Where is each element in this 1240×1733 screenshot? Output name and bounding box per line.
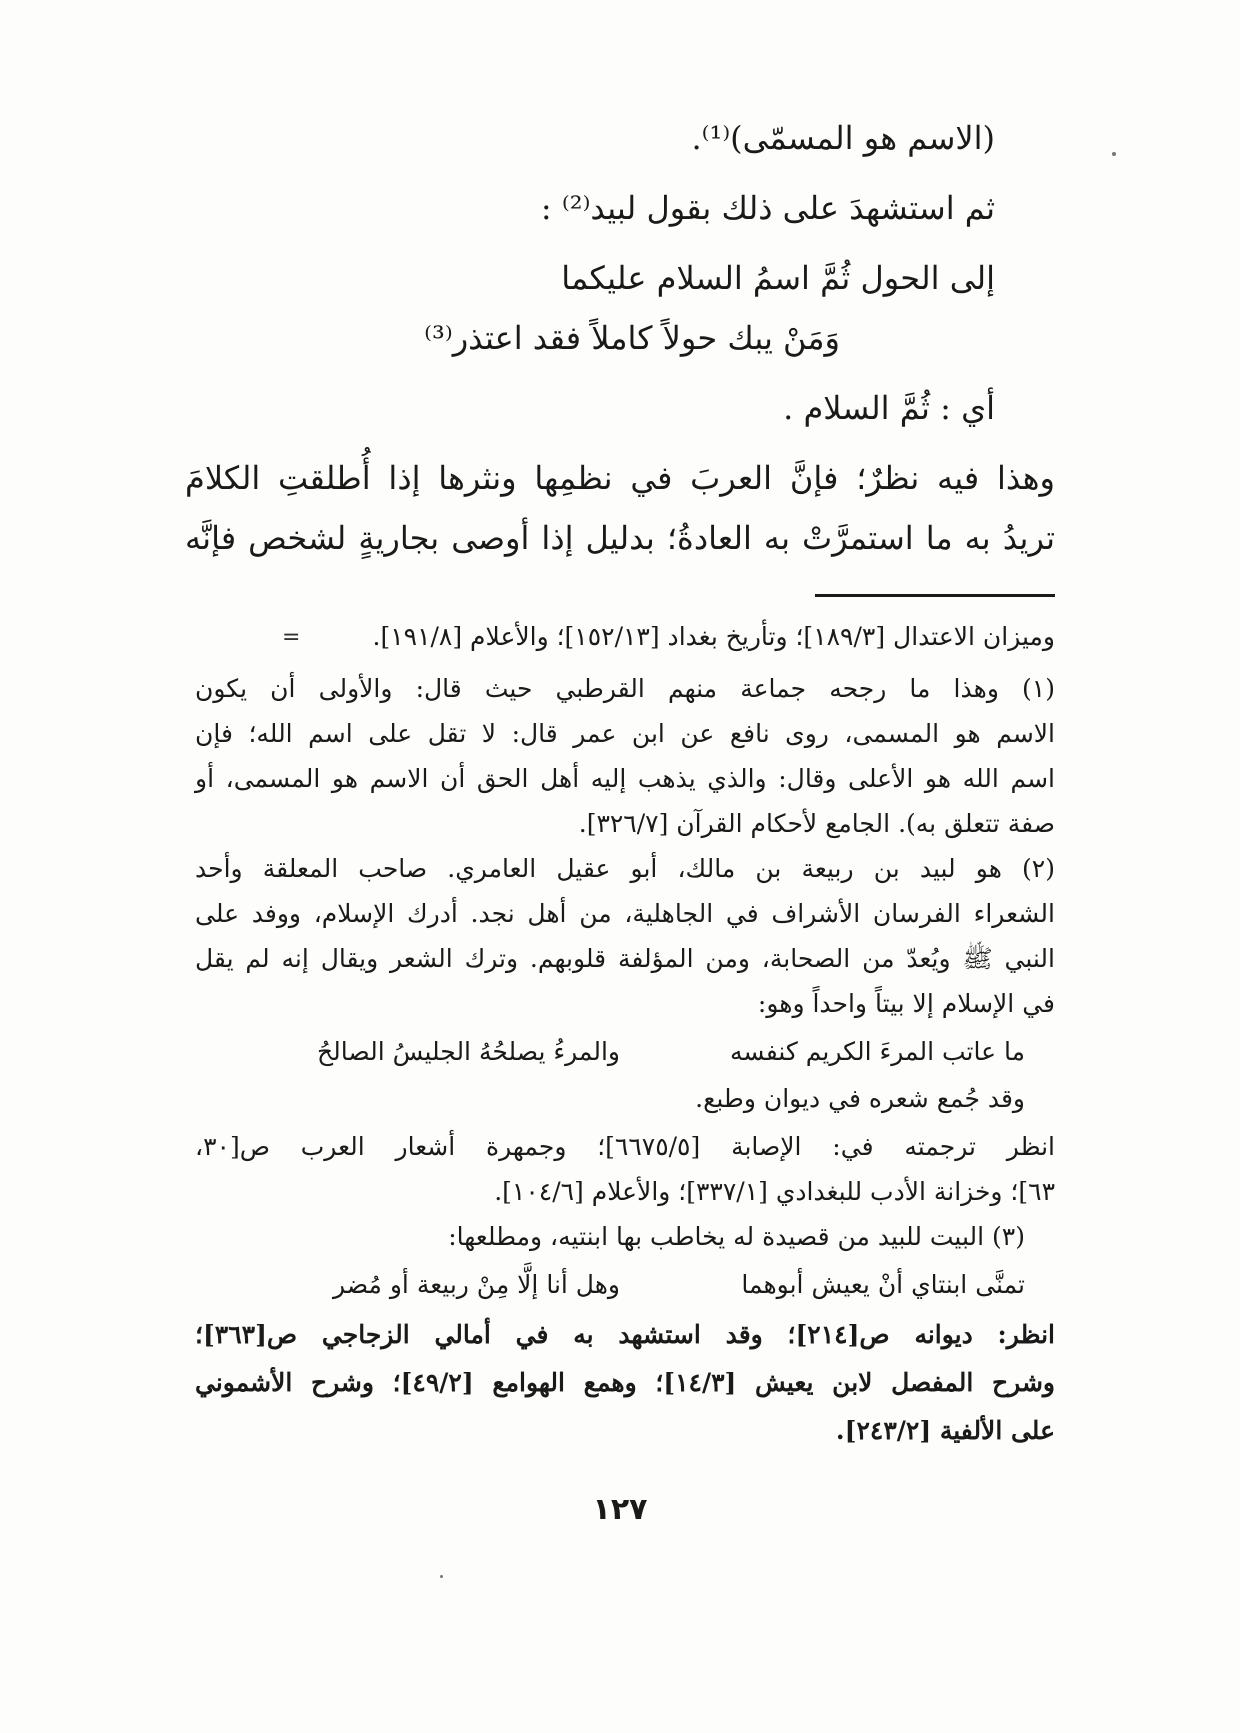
footnote-1-line-1: (١) وهذا ما رجحه جماعة منهم القرطبي حيث قال: والأولى أن يكون	[195, 674, 1055, 703]
body-line-1: (الاسم هو المسمّى)⁽¹⁾.	[691, 119, 995, 157]
verse-line-2: وَمَنْ يبك حولاً كاملاً فقد اعتذر⁽³⁾	[424, 319, 840, 357]
footnote-continuation: وميزان الاعتدال [١٨٩/٣]؛ وتأريخ بغداد [١٥٢/١٣]؛ والأعلام [١٩١/٨].	[372, 622, 1055, 651]
footnote-2-line-6: انظر ترجمته في: الإصابة [٦٦٧٥/٥]؛ وجمهرة أشعار العرب ص[٣٠،	[195, 1132, 1055, 1161]
footnote-3-line-2: انظر: ديوانه ص[٢١٤]؛ وقد استشهد به في أمالي الزجاجي ص[٣٦٣]؛	[195, 1320, 1055, 1349]
footnote-3-verse-first-half: تمنَّى ابنتاي أنْ يعيش أبوهما	[741, 1270, 1025, 1299]
footnote-3-verse-second-half: وهل أنا إلَّا مِنْ ربيعة أو مُضر	[333, 1270, 620, 1299]
body-paragraph-line-1: وهذا فيه نظرٌ؛ فإنَّ العربَ في نظمِها ونثرها إذا أُطلقتِ الكلامَ	[185, 459, 1056, 497]
footnote-2-line-3: النبي ﷺ ويُعدّ من الصحابة، ومن المؤلفة قلوبهم. وترك الشعر ويقال إنه لم يقل	[195, 944, 1055, 973]
footnote-1-line-2: الاسم هو المسمى، روى نافع عن ابن عمر قال: لا تقل على اسم الله؛ فإن	[195, 719, 1055, 748]
footnote-3-line-1: (٣) البيت للبيد من قصيدة له يخاطب بها ابنتيه، ومطلعها:	[448, 1222, 1025, 1251]
footnote-1-line-3: اسم الله هو الأعلى وقال: والذي يذهب إليه أهل الحق أن الاسم هو المسمى، أو	[195, 764, 1055, 793]
footnote-3-line-4: على الألفية [٢٤٣/٢].	[835, 1416, 1055, 1445]
verse-line-1: إلى الحول ثُمَّ اسمُ السلام عليكما	[561, 259, 995, 297]
footnote-2-verse-second-half: والمرءُ يصلحُهُ الجليسُ الصالحُ	[317, 1037, 620, 1066]
footnote-3-line-3: وشرح المفصل لابن يعيش [١٤/٣]؛ وهمع الهوامع [٤٩/٢]؛ وشرح الأشموني	[195, 1368, 1055, 1397]
footnote-2-verse-first-half: ما عاتب المرءَ الكريم كنفسه	[730, 1037, 1025, 1066]
footnote-2-line-2: الشعراء الفرسان الأشراف في الجاهلية، من أهل نجد. أدرك الإسلام، ووفد على	[195, 899, 1055, 928]
body-line-3: أي : ثُمَّ السلام .	[783, 389, 995, 427]
footnote-1-line-4: صفة تتعلق به). الجامع لأحكام القرآن [٣٢٦/٧].	[578, 809, 1055, 838]
footnote-2-line-7: ٦٣]؛ وخزانة الأدب للبغدادي [٣٣٧/١]؛ والأعلام [١٠٤/٦].	[494, 1177, 1055, 1206]
page-number: ١٢٧	[592, 1492, 648, 1527]
footnote-2-line-4: في الإسلام إلا بيتاً واحداً وهو:	[757, 989, 1055, 1018]
body-line-2: ثم استشهدَ على ذلك بقول لبيد⁽²⁾ :	[540, 189, 995, 227]
continuation-mark: =	[282, 625, 301, 650]
footnote-separator	[815, 594, 1055, 597]
speck	[1112, 152, 1116, 156]
speck	[440, 1575, 443, 1578]
footnote-2-line-1: (٢) هو لبيد بن ربيعة بن مالك، أبو عقيل العامري. صاحب المعلقة وأحد	[195, 854, 1055, 883]
body-paragraph-line-2: تريدُ به ما استمرَّتْ به العادةُ؛ بدليل إذا أوصى بجاريةٍ لشخص فإنَّه	[185, 519, 1055, 557]
footnote-2-line-5: وقد جُمع شعره في ديوان وطبع.	[695, 1084, 1025, 1113]
